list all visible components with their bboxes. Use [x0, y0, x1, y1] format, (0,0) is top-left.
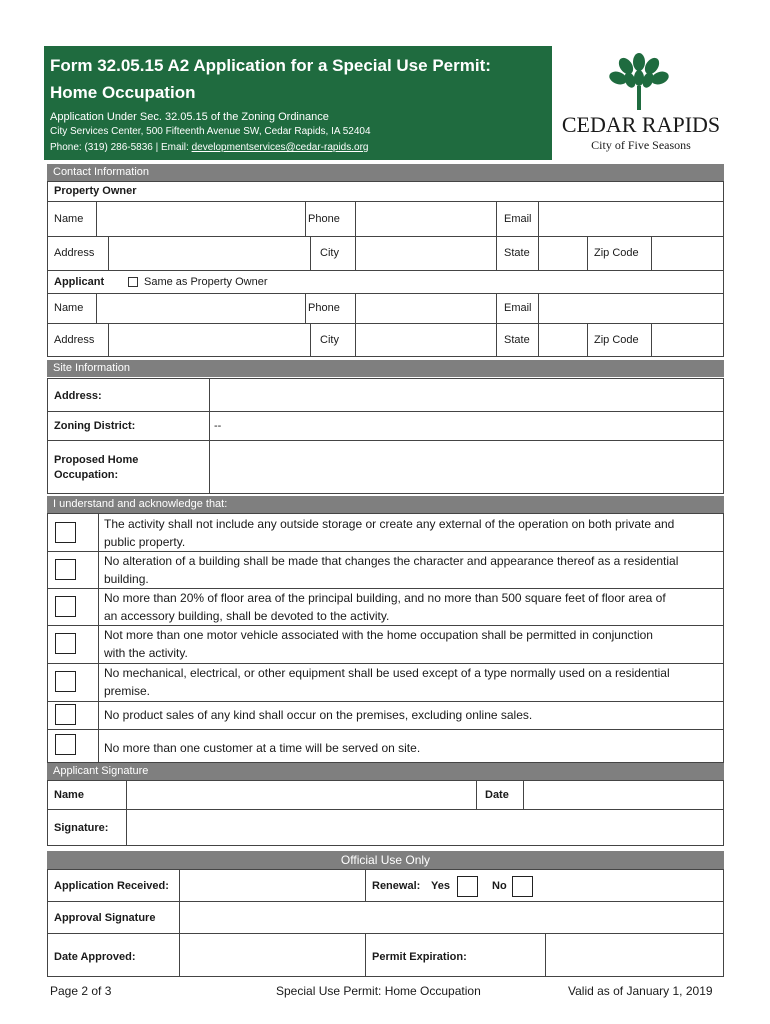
signature-name-field[interactable]: [127, 781, 476, 809]
signature-date-field[interactable]: [524, 781, 723, 809]
owner-phone-label: Phone: [308, 213, 340, 225]
ack-item-2: No alteration of a building shall be made that changes the character and appearance thereof as a residential building.: [104, 554, 679, 586]
ack-checkbox-3[interactable]: [55, 596, 76, 617]
application-received-label: Application Received:: [54, 880, 169, 892]
zoning-district-select[interactable]: --: [214, 420, 222, 432]
footer-valid-date: Valid as of January 1, 2019: [568, 984, 713, 998]
date-approved-label: Date Approved:: [54, 951, 136, 963]
acknowledge-section-header: I understand and acknowledge that:: [47, 496, 724, 513]
signature-label: Signature:: [54, 822, 109, 834]
contact-table: [47, 181, 724, 357]
applicant-city-field[interactable]: [356, 324, 496, 356]
owner-city-label: City: [320, 247, 339, 259]
owner-name-label: Name: [54, 213, 84, 225]
applicant-zip-label: Zip Code: [594, 334, 639, 346]
site-address-label: Address:: [54, 390, 102, 402]
ack-checkbox-5[interactable]: [55, 671, 76, 692]
applicant-address-field[interactable]: [109, 324, 310, 356]
official-section-header: Official Use Only: [47, 851, 724, 869]
city-logo: [556, 52, 726, 156]
site-table: [47, 378, 724, 494]
applicant-zip-field[interactable]: [652, 324, 722, 356]
form-header: [44, 46, 552, 160]
renewal-no-checkbox[interactable]: [512, 876, 533, 897]
owner-state-field[interactable]: [539, 237, 587, 269]
property-owner-label: Property Owner: [54, 185, 137, 197]
owner-zip-field[interactable]: [652, 237, 722, 269]
approval-signature-label: Approval Signature: [54, 912, 156, 924]
owner-address-label: Address: [54, 247, 95, 259]
signature-name-label: Name: [54, 789, 84, 801]
applicant-email-label: Email: [504, 302, 532, 314]
renewal-yes-label: Yes: [431, 880, 450, 892]
renewal-no-label: No: [492, 880, 507, 892]
permit-expiration-label: Permit Expiration:: [372, 951, 467, 963]
page-number: Page 2 of 3: [50, 984, 112, 998]
proposed-occupation-label: Proposed Home Occupation:: [54, 454, 139, 481]
applicant-phone-field[interactable]: [356, 294, 496, 322]
owner-address-field[interactable]: [109, 237, 310, 269]
applicant-city-label: City: [320, 334, 339, 346]
ack-item-4: Not more than one motor vehicle associated with the home occupation shall be permitted in conjunction with the activity.: [104, 628, 653, 660]
same-as-owner-label: Same as Property Owner: [144, 276, 268, 288]
application-received-field[interactable]: [180, 870, 365, 901]
contact-section-header: Contact Information: [47, 164, 724, 181]
same-as-owner-checkbox[interactable]: [128, 277, 138, 287]
proposed-occupation-field[interactable]: [210, 441, 723, 493]
renewal-label: Renewal:: [372, 880, 421, 892]
applicant-address-label: Address: [54, 334, 95, 346]
zoning-district-label: Zoning District:: [54, 420, 136, 432]
applicant-state-field[interactable]: [539, 324, 587, 356]
applicant-name-label: Name: [54, 302, 84, 314]
applicant-phone-label: Phone: [308, 302, 340, 314]
applicant-state-label: State: [504, 334, 530, 346]
ack-checkbox-4[interactable]: [55, 633, 76, 654]
permit-expiration-field[interactable]: [546, 934, 723, 976]
email-link[interactable]: developmentservices@cedar-rapids.org: [191, 142, 369, 153]
signature-date-label: Date: [485, 789, 509, 801]
ack-checkbox-2[interactable]: [55, 559, 76, 580]
site-section-header: Site Information: [47, 360, 724, 377]
ack-checkbox-6[interactable]: [55, 704, 76, 725]
owner-city-field[interactable]: [356, 237, 496, 269]
site-address-field[interactable]: [210, 379, 723, 411]
owner-zip-label: Zip Code: [594, 247, 639, 259]
owner-email-label: Email: [504, 213, 532, 225]
applicant-name-field[interactable]: [97, 294, 305, 322]
ack-checkbox-7[interactable]: [55, 734, 76, 755]
form-subtitle: Application Under Sec. 32.05.15 of the Zoning Ordinance: [50, 111, 329, 123]
logo-wordmark: CEDAR RAPIDS: [561, 112, 721, 137]
signature-field[interactable]: [127, 810, 723, 845]
ack-item-3: No more than 20% of floor area of the principal building, and no more than 500 square feet of floor area of an accessory building, shall be devoted to the activity.: [104, 591, 666, 623]
applicant-email-field[interactable]: [539, 294, 722, 322]
owner-name-field[interactable]: [97, 202, 305, 235]
official-table: [47, 869, 724, 977]
tree-icon: [604, 52, 674, 112]
ack-item-6: No product sales of any kind shall occur on the premises, excluding online sales.: [104, 708, 533, 722]
ack-item-7: No more than one customer at a time will be served on site.: [104, 741, 421, 755]
form-title: Form 32.05.15 A2 Application for a Special Use Permit: Home Occupation: [50, 56, 491, 102]
office-address: City Services Center, 500 Fifteenth Avenue SW, Cedar Rapids, IA 52404: [50, 126, 371, 137]
footer-form-name: Special Use Permit: Home Occupation: [276, 984, 481, 998]
signature-section-header: Applicant Signature: [47, 763, 724, 780]
ack-item-5: No mechanical, electrical, or other equipment shall be used except of a type normally used on a residential premise.: [104, 666, 670, 698]
logo-tagline: City of Five Seasons: [591, 138, 691, 152]
date-approved-field[interactable]: [180, 934, 365, 976]
ack-item-1: The activity shall not include any outside storage or create any external of the operation on both private and public property.: [104, 517, 675, 549]
owner-email-field[interactable]: [539, 202, 722, 235]
applicant-label: Applicant: [54, 276, 105, 288]
owner-phone-field[interactable]: [356, 202, 496, 235]
owner-state-label: State: [504, 247, 530, 259]
signature-table: [47, 780, 724, 846]
renewal-yes-checkbox[interactable]: [457, 876, 478, 897]
ack-checkbox-1[interactable]: [55, 522, 76, 543]
contact-line: Phone: (319) 286-5836 | Email: developmentservices@cedar-rapids.org: [50, 142, 369, 153]
approval-signature-field[interactable]: [180, 902, 723, 933]
